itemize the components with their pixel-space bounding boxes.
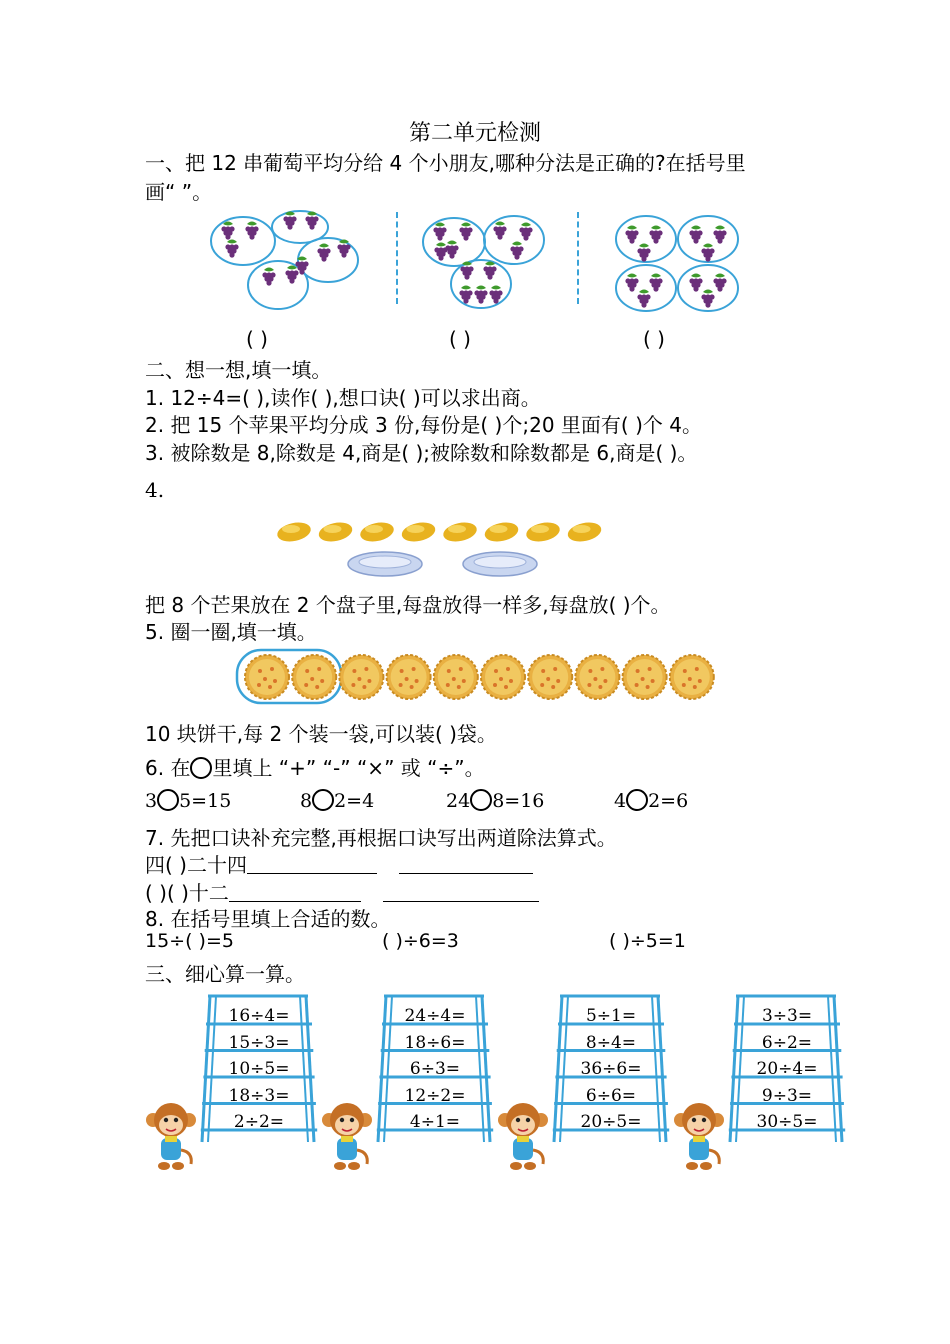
grape-bunch-icon — [305, 212, 318, 230]
cookie-icon — [670, 655, 714, 699]
cookie-icon — [387, 655, 431, 699]
grape-bunch-icon — [689, 226, 702, 244]
question-2-6-heading — [145, 752, 485, 781]
grape-bunch-icon — [649, 226, 662, 244]
answer-paren-2[interactable]: ( ) — [449, 327, 471, 351]
grape-bunch-icon — [262, 268, 275, 286]
grape-bunch-icon — [483, 262, 496, 280]
operator-circle-icon — [190, 757, 212, 779]
monkey-icon — [672, 1100, 726, 1174]
division-problem[interactable]: 6÷3= — [409, 1059, 461, 1079]
grape-bunch-icon — [713, 226, 726, 244]
question-2-4-number: 4. — [145, 478, 165, 502]
division-problem[interactable]: 12÷2= — [404, 1085, 466, 1106]
cookie-icon — [292, 655, 336, 699]
cookie-row — [235, 648, 715, 706]
grape-bunch-icon — [649, 274, 662, 292]
question-2-4-text: 把 8 个芒果放在 2 个盘子里,每盘放得一样多,每盘放( )个。 — [145, 593, 671, 617]
ladder-2 — [372, 992, 498, 1144]
cookie-icon — [623, 655, 667, 699]
grape-bunch-icon — [489, 286, 502, 304]
section3-heading: 三、细心算一算。 — [145, 962, 305, 986]
grape-bunch-icon — [460, 262, 473, 280]
q6-item-4: 4 2=6 — [614, 790, 689, 812]
q8-item-1[interactable]: 15÷( )=5 — [145, 930, 234, 952]
q7-blank-1a[interactable] — [247, 855, 377, 874]
grape-bunch-icon — [221, 222, 234, 240]
mango-icon — [566, 520, 603, 545]
division-problem[interactable]: 6÷6= — [585, 1085, 637, 1106]
section1-question-line2: 画“ ”。 — [145, 180, 213, 204]
q6-item-2: 8 2=4 — [300, 790, 375, 812]
grape-bunch-icon — [637, 290, 650, 308]
q7-row-2: ( )( )十二 — [145, 877, 539, 906]
division-problem[interactable]: 16÷4= — [228, 1006, 290, 1026]
division-problem[interactable]: 15÷3= — [228, 1032, 290, 1053]
cookie-icon — [245, 655, 289, 699]
grape-bunch-icon — [625, 274, 638, 292]
division-problem[interactable]: 9÷3= — [761, 1085, 813, 1106]
q6-pre-text: 6. 在 — [145, 756, 191, 780]
division-problem[interactable]: 2÷2= — [233, 1112, 285, 1132]
grape-bunch-icon — [637, 244, 650, 262]
question-2-1: 1. 12÷4=( ),读作( ),想口诀( )可以求出商。 — [145, 386, 541, 410]
grape-bunch-icon — [713, 274, 726, 292]
grape-bunch-icon — [519, 223, 532, 241]
mango-icon — [525, 520, 562, 545]
division-problem[interactable]: 4÷1= — [409, 1112, 461, 1132]
monkey-icon — [144, 1100, 198, 1174]
mango-plate-illustration — [270, 515, 615, 580]
answer-paren-3[interactable]: ( ) — [643, 327, 665, 351]
ladder-4 — [724, 992, 850, 1144]
q8-item-3[interactable]: ( )÷5=1 — [609, 930, 686, 952]
cookie-icon — [481, 655, 525, 699]
division-problem[interactable]: 20÷4= — [756, 1059, 818, 1079]
division-problem[interactable]: 20÷5= — [580, 1112, 642, 1132]
page-title: 第二单元检测 — [408, 121, 541, 146]
answer-paren-1[interactable]: ( ) — [246, 327, 268, 351]
q7-blank-1b[interactable] — [399, 855, 533, 874]
q7-blank-2a[interactable] — [229, 883, 361, 902]
q7-blank-2b[interactable] — [383, 883, 539, 902]
grape-bunch-icon — [433, 223, 446, 241]
q6-item-3: 24 8=16 — [446, 790, 545, 812]
mango-icon — [483, 520, 520, 545]
monkey-icon — [320, 1100, 374, 1174]
division-problem[interactable]: 18÷3= — [228, 1085, 290, 1106]
q8-item-2[interactable]: ( )÷6=3 — [382, 930, 459, 952]
question-2-8-heading: 8. 在括号里填上合适的数。 — [145, 907, 391, 931]
mango-icon — [400, 520, 437, 545]
ladder-1 — [196, 992, 322, 1144]
grape-bunch-icon — [474, 286, 487, 304]
grape-bunch-icon — [701, 244, 714, 262]
operator-blank-4[interactable] — [626, 789, 648, 811]
ladder-3 — [548, 992, 674, 1144]
q6-post-text: 里填上 “+” “-” “×” 或 “÷”。 — [212, 756, 485, 780]
grape-bunch-icon — [337, 240, 350, 258]
grape-bunch-icon — [459, 286, 472, 304]
question-2-7-heading: 7. 先把口诀补充完整,再根据口诀写出两道除法算式。 — [145, 826, 617, 850]
grape-bunch-icon — [225, 240, 238, 258]
grape-bunch-icon — [493, 222, 506, 240]
division-problem[interactable]: 30÷5= — [756, 1112, 818, 1132]
division-problem[interactable]: 5÷1= — [585, 1006, 637, 1026]
division-problem[interactable]: 18÷6= — [404, 1032, 466, 1053]
division-problem[interactable]: 10÷5= — [228, 1059, 290, 1079]
mango-icon — [276, 520, 313, 545]
division-problem[interactable]: 6÷2= — [761, 1032, 813, 1053]
division-problem[interactable]: 3÷3= — [761, 1006, 813, 1026]
q7-row-1: 四( )二十四 — [145, 849, 533, 878]
grape-bunches — [0, 0, 950, 340]
cookie-icon — [528, 655, 572, 699]
grape-bunch-icon — [317, 244, 330, 262]
mango-icon — [359, 520, 396, 545]
grape-bunch-icon — [283, 212, 296, 230]
section2-heading: 二、想一想,填一填。 — [145, 358, 332, 382]
monkey-icon — [496, 1100, 550, 1174]
grape-bunch-icon — [510, 242, 523, 260]
q6-item-1: 3 5=15 — [145, 790, 232, 812]
question-2-5-text: 10 块饼干,每 2 个装一袋,可以装( )袋。 — [145, 722, 497, 746]
grape-bunch-icon — [434, 243, 447, 261]
cookie-icon — [575, 655, 619, 699]
division-problem[interactable]: 24÷4= — [404, 1006, 466, 1026]
division-problem[interactable]: 8÷4= — [585, 1032, 637, 1053]
grape-bunch-icon — [459, 223, 472, 241]
cookie-icon — [339, 655, 383, 699]
question-2-2: 2. 把 15 个苹果平均分成 3 份,每份是( )个;20 里面有( )个 4。 — [145, 413, 702, 437]
grape-bunch-icon — [625, 226, 638, 244]
question-2-3: 3. 被除数是 8,除数是 4,商是( );被除数和除数都是 6,商是( )。 — [145, 441, 698, 465]
grape-bunch-icon — [701, 290, 714, 308]
grape-bunch-icon — [689, 274, 702, 292]
mango-icon — [442, 520, 479, 545]
mango-icon — [317, 520, 354, 545]
operator-blank-2[interactable] — [312, 789, 334, 811]
grape-bunch-icon — [285, 266, 298, 284]
cookie-icon — [434, 655, 478, 699]
grape-bunch-icon — [245, 222, 258, 240]
section1-question-line1: 一、把 12 串葡萄平均分给 4 个小朋友,哪种分法是正确的?在括号里 — [145, 151, 746, 175]
operator-blank-1[interactable] — [157, 789, 179, 811]
division-problem[interactable]: 36÷6= — [580, 1059, 642, 1079]
operator-blank-3[interactable] — [470, 789, 492, 811]
question-2-5-heading: 5. 圈一圈,填一填。 — [145, 620, 317, 644]
